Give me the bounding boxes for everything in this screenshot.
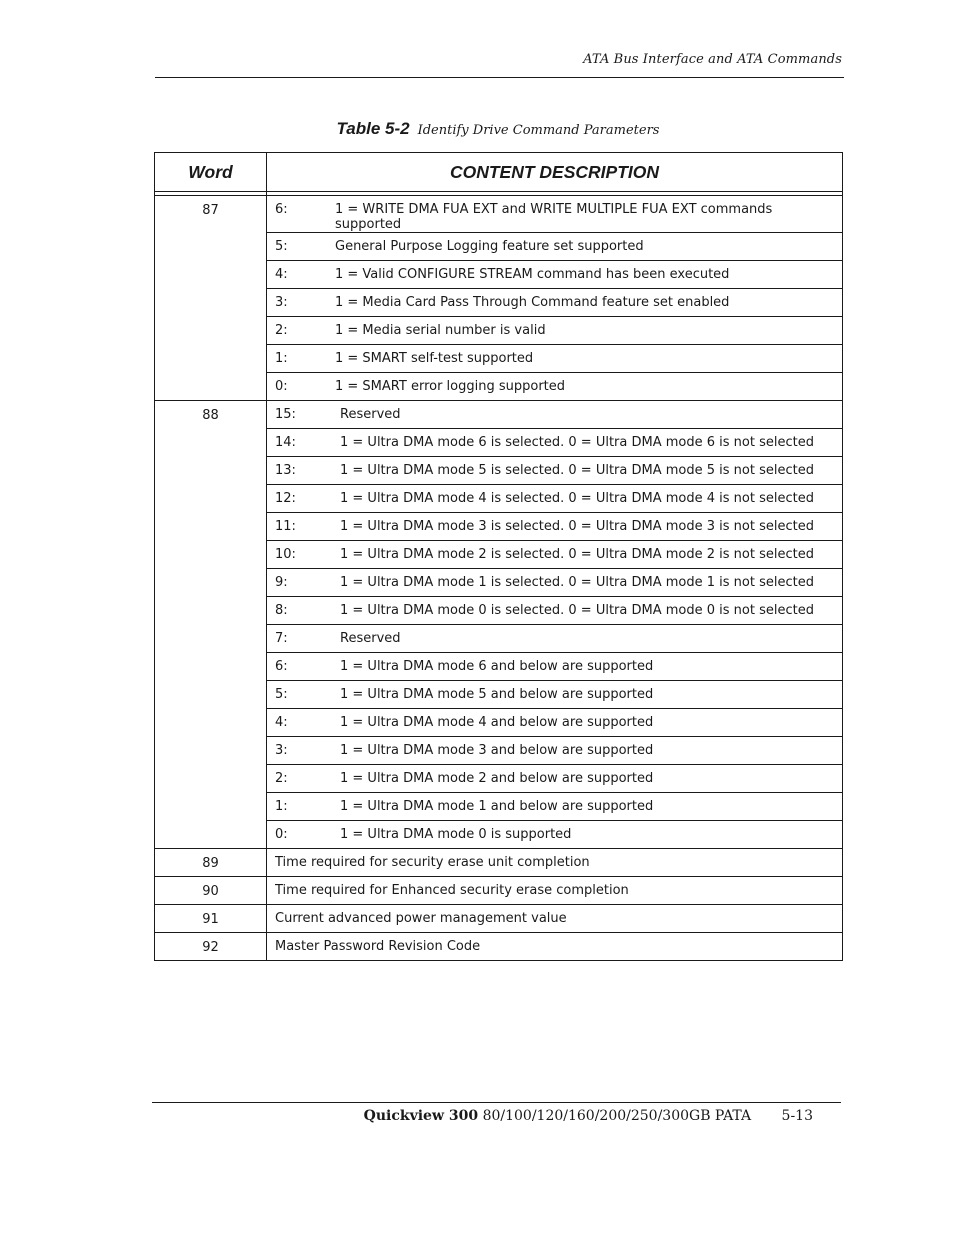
bit-number: 2: bbox=[275, 323, 288, 338]
bit-number: 10: bbox=[275, 547, 296, 562]
bit-number: 14: bbox=[275, 435, 296, 450]
table-row bbox=[155, 905, 843, 933]
bit-entry bbox=[275, 239, 834, 254]
description-cell bbox=[267, 485, 843, 513]
footer-product-name: Quickview 300 bbox=[363, 1108, 479, 1124]
description-cell bbox=[267, 317, 843, 345]
bit-description: 1 = Ultra DMA mode 3 is selected. 0 = Ultra DMA mode 3 is not selected bbox=[340, 519, 814, 534]
bit-description: 1 = Ultra DMA mode 6 and below are supported bbox=[340, 659, 654, 674]
bit-entry bbox=[275, 659, 834, 674]
bit-entry bbox=[275, 407, 834, 422]
description-cell bbox=[267, 793, 843, 821]
bit-description: 1 = WRITE DMA FUA EXT and WRITE MULTIPLE FUA EXT commands supported bbox=[335, 202, 773, 232]
bit-description: 1 = Ultra DMA mode 0 is selected. 0 = Ultra DMA mode 0 is not selected bbox=[340, 603, 814, 618]
table-row bbox=[155, 877, 843, 905]
bit-number: 11: bbox=[275, 519, 296, 534]
description-cell bbox=[267, 261, 843, 289]
bit-description: 1 = Ultra DMA mode 3 and below are supported bbox=[340, 743, 654, 758]
bit-entry bbox=[275, 799, 834, 814]
bit-number: 2: bbox=[275, 771, 288, 786]
bit-entry bbox=[275, 491, 834, 506]
description-cell bbox=[267, 569, 843, 597]
bit-entry bbox=[275, 519, 834, 534]
description-cell: Time required for Enhanced security erase completion bbox=[267, 877, 843, 905]
description-cell bbox=[267, 597, 843, 625]
bit-description: 1 = Ultra DMA mode 2 and below are supported bbox=[340, 771, 654, 786]
description-cell bbox=[267, 653, 843, 681]
table-title: Identify Drive Command Parameters bbox=[417, 123, 660, 138]
table-row bbox=[155, 196, 843, 233]
bit-number: 5: bbox=[275, 239, 288, 254]
bit-entry bbox=[275, 715, 834, 730]
bit-number: 9: bbox=[275, 575, 288, 590]
bit-number: 6: bbox=[275, 202, 288, 217]
description-cell bbox=[267, 513, 843, 541]
description-cell bbox=[267, 737, 843, 765]
bit-number: 13: bbox=[275, 463, 296, 478]
bit-description: 1 = Ultra DMA mode 4 and below are supported bbox=[340, 715, 654, 730]
bit-entry bbox=[275, 827, 834, 842]
description-cell bbox=[267, 765, 843, 793]
description-cell bbox=[267, 457, 843, 485]
bit-number: 0: bbox=[275, 379, 288, 394]
word-number-cell: 90 bbox=[155, 877, 267, 905]
column-header-content-description: CONTENT DESCRIPTION bbox=[267, 153, 843, 192]
bit-entry bbox=[275, 547, 834, 562]
bit-description: 1 = SMART error logging supported bbox=[335, 379, 566, 394]
bit-description: General Purpose Logging feature set supported bbox=[335, 239, 644, 254]
word-number-cell: 89 bbox=[155, 849, 267, 877]
page-footer bbox=[0, 1108, 813, 1124]
description-cell bbox=[267, 709, 843, 737]
bit-entry bbox=[275, 351, 834, 366]
bit-number: 15: bbox=[275, 407, 296, 422]
bit-number: 6: bbox=[275, 659, 288, 674]
description-cell bbox=[267, 429, 843, 457]
bit-description: Reserved bbox=[340, 407, 401, 422]
table-row bbox=[155, 401, 843, 429]
bit-number: 3: bbox=[275, 295, 288, 310]
description-cell bbox=[267, 289, 843, 317]
bit-description: 1 = Ultra DMA mode 5 is selected. 0 = Ultra DMA mode 5 is not selected bbox=[340, 463, 814, 478]
bit-entry bbox=[275, 295, 834, 310]
bit-description: 1 = Ultra DMA mode 0 is supported bbox=[340, 827, 572, 842]
bit-number: 5: bbox=[275, 687, 288, 702]
bit-number: 4: bbox=[275, 715, 288, 730]
description-cell bbox=[267, 233, 843, 261]
bit-description: 1 = Ultra DMA mode 4 is selected. 0 = Ultra DMA mode 4 is not selected bbox=[340, 491, 814, 506]
header-rule bbox=[155, 77, 844, 78]
identify-drive-table bbox=[154, 152, 843, 961]
description-cell bbox=[267, 373, 843, 401]
bit-description: 1 = Media serial number is valid bbox=[335, 323, 546, 338]
bit-entry bbox=[275, 603, 834, 618]
word-number-cell: 91 bbox=[155, 905, 267, 933]
bit-entry bbox=[275, 631, 834, 646]
bit-description: 1 = Ultra DMA mode 2 is selected. 0 = Ultra DMA mode 2 is not selected bbox=[340, 547, 814, 562]
description-cell: Time required for security erase unit completion bbox=[267, 849, 843, 877]
bit-entry bbox=[275, 267, 834, 282]
footer-capacities: 80/100/120/160/200/250/300GB PATA bbox=[482, 1108, 752, 1124]
bit-entry bbox=[275, 771, 834, 786]
bit-description: Reserved bbox=[340, 631, 401, 646]
bit-description: 1 = Media Card Pass Through Command feature set enabled bbox=[335, 295, 730, 310]
bit-number: 1: bbox=[275, 351, 288, 366]
word-number-cell: 92 bbox=[155, 933, 267, 961]
bit-number: 1: bbox=[275, 799, 288, 814]
description-cell: Master Password Revision Code bbox=[267, 933, 843, 961]
bit-description: 1 = Ultra DMA mode 1 is selected. 0 = Ultra DMA mode 1 is not selected bbox=[340, 575, 814, 590]
table-row bbox=[155, 849, 843, 877]
footer-rule bbox=[152, 1102, 841, 1103]
bit-number: 12: bbox=[275, 491, 296, 506]
description-cell: Current advanced power management value bbox=[267, 905, 843, 933]
table-number: Table 5-2 bbox=[336, 119, 410, 138]
bit-entry bbox=[275, 323, 834, 338]
description-cell bbox=[267, 821, 843, 849]
description-cell bbox=[267, 541, 843, 569]
bit-entry bbox=[275, 435, 834, 450]
bit-description: 1 = Ultra DMA mode 6 is selected. 0 = Ultra DMA mode 6 is not selected bbox=[340, 435, 814, 450]
bit-description: 1 = Valid CONFIGURE STREAM command has been executed bbox=[335, 267, 730, 282]
page-number: 5-13 bbox=[781, 1108, 813, 1124]
bit-number: 3: bbox=[275, 743, 288, 758]
description-cell bbox=[267, 401, 843, 429]
bit-entry bbox=[275, 743, 834, 758]
table-caption bbox=[0, 119, 954, 139]
bit-entry bbox=[275, 202, 834, 232]
description-cell bbox=[267, 681, 843, 709]
bit-description: 1 = Ultra DMA mode 5 and below are supported bbox=[340, 687, 654, 702]
bit-number: 8: bbox=[275, 603, 288, 618]
bit-description: 1 = Ultra DMA mode 1 and below are supported bbox=[340, 799, 654, 814]
bit-number: 0: bbox=[275, 827, 288, 842]
bit-entry bbox=[275, 379, 834, 394]
bit-number: 7: bbox=[275, 631, 288, 646]
bit-entry bbox=[275, 575, 834, 590]
table-header-row bbox=[155, 153, 843, 192]
bit-description: 1 = SMART self-test supported bbox=[335, 351, 534, 366]
description-cell bbox=[267, 196, 843, 233]
description-cell bbox=[267, 345, 843, 373]
word-number-cell: 88 bbox=[155, 401, 267, 849]
bit-entry bbox=[275, 463, 834, 478]
word-number-cell: 87 bbox=[155, 196, 267, 401]
bit-entry bbox=[275, 687, 834, 702]
bit-number: 4: bbox=[275, 267, 288, 282]
description-cell bbox=[267, 625, 843, 653]
table-row bbox=[155, 933, 843, 961]
running-header-title: ATA Bus Interface and ATA Commands bbox=[583, 52, 842, 67]
column-header-word: Word bbox=[155, 153, 267, 192]
